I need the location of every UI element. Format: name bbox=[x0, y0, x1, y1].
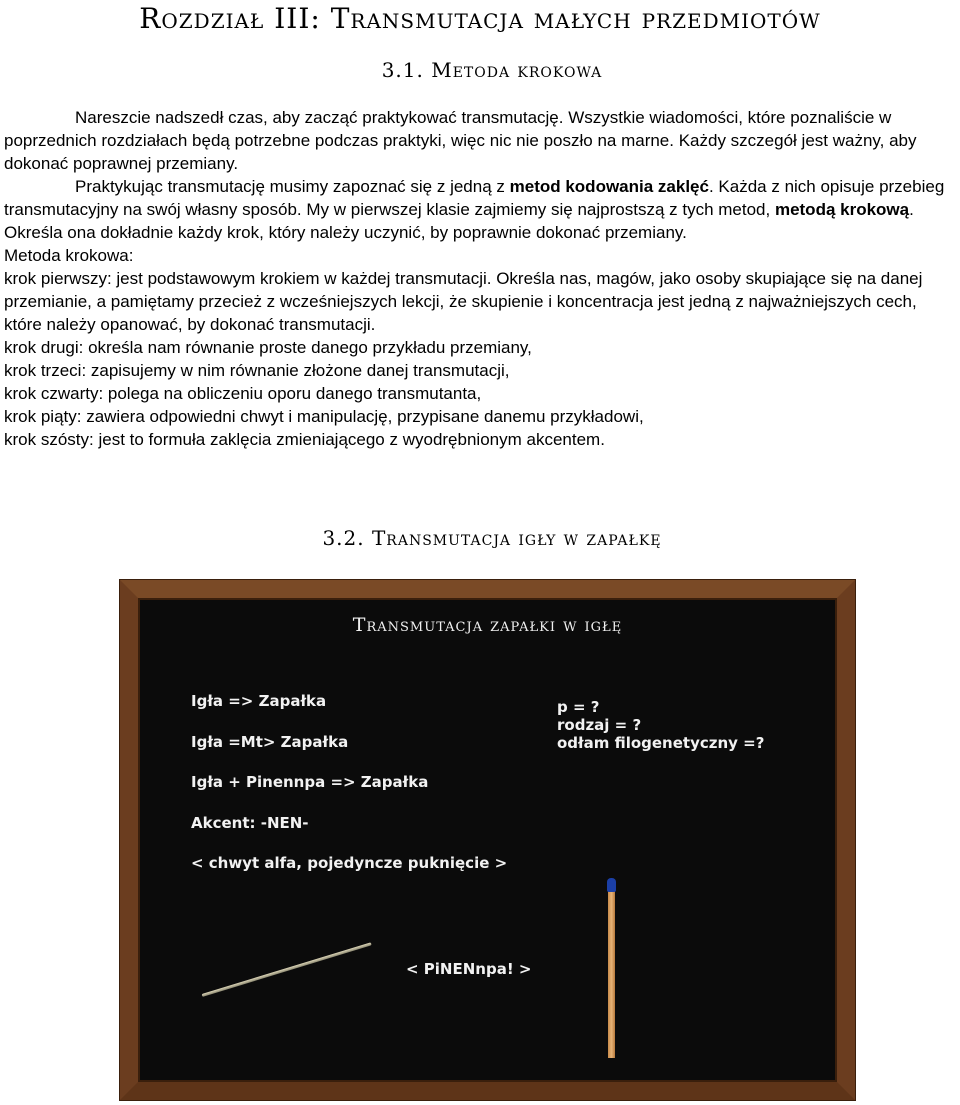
match-head bbox=[607, 878, 616, 892]
needle-drawing bbox=[202, 942, 372, 997]
chalkboard-image bbox=[120, 580, 855, 1100]
paragraph-methods-text-b: . Każda z nich opisuje przebieg transmutacyjny na swój własny sposób. My w pierwszej klasie zajmiemy się najprostszą z tych metod, bbox=[4, 177, 945, 219]
match-drawing bbox=[608, 886, 615, 1058]
board-title: Transmutacja zapałki w igłę bbox=[352, 614, 623, 636]
step-item-6: krok szósty: jest to formuła zaklęcia zmieniającego z wyodrębnionym akcentem. bbox=[4, 430, 605, 449]
board-line-5: < chwyt alfa, pojedyncze puknięcie > bbox=[191, 854, 508, 872]
step-item-5: krok piąty: zawiera odpowiedni chwyt i manipulację, przypisane danemu przykładowi, bbox=[4, 407, 644, 426]
section-title-3-2: 3.2. Transmutacja igły w zapałkę bbox=[322, 526, 662, 550]
section-body bbox=[4, 106, 959, 451]
term-coding-methods: metod kodowania zaklęć bbox=[509, 177, 709, 196]
board-line-3: Igła + Pinennpa => Zapałka bbox=[191, 773, 429, 791]
step-item-2: krok drugi: określa nam równanie proste danego przykładu przemiany, bbox=[4, 338, 532, 357]
paragraph-methods-text-c: . Określa ona dokładnie każdy krok, który należy uczynić, by poprawnie dokonać przemiany. bbox=[4, 200, 914, 242]
board-right-line-1: p = ? bbox=[557, 698, 600, 716]
section-title-3-1: 3.1. Metoda krokowa bbox=[381, 58, 603, 82]
term-step-method: metodą krokową bbox=[774, 200, 910, 219]
paragraph-methods bbox=[4, 175, 959, 244]
board-incantation: < PiNENnpa! > bbox=[406, 960, 532, 978]
chapter-title: Rozdział III: Transmutacja małych przedmiotów bbox=[139, 2, 821, 35]
board-right-line-3: odłam filogenetyczny =? bbox=[557, 734, 765, 752]
step-item-4: krok czwarty: polega na obliczeniu oporu danego transmutanta, bbox=[4, 384, 482, 403]
paragraph-intro: Nareszcie nadszedł czas, aby zacząć praktykować transmutację. Wszystkie wiadomości, które poznaliście w poprzednich rozdziałach będą potrzebne podczas praktyki, więc nic nie poszło na marne. Każdy szczegół jest ważny, aby dokonać poprawnej przemiany. bbox=[4, 108, 917, 173]
paragraph-methods-text-a: Praktykując transmutację musimy zapoznać się z jedną z bbox=[75, 177, 510, 196]
board-right-line-2: rodzaj = ? bbox=[557, 716, 642, 734]
board-line-4: Akcent: -NEN- bbox=[191, 814, 309, 832]
board-line-1: Igła => Zapałka bbox=[191, 692, 327, 710]
steps-title: Metoda krokowa: bbox=[4, 246, 134, 265]
board-line-2: Igła =Mt> Zapałka bbox=[191, 733, 349, 751]
step-item-1: krok pierwszy: jest podstawowym krokiem w każdej transmutacji. Określa nas, magów, jako osoby skupiające się na danej przemianie, a pamiętamy przecież z wcześniejszych lekcji, że skupienie i koncentracja jest jedną z najważniejszych cech, które należy opanować, by dokonać transmutacji. bbox=[4, 269, 923, 334]
step-item-3: krok trzeci: zapisujemy w nim równanie złożone danej transmutacji, bbox=[4, 361, 510, 380]
